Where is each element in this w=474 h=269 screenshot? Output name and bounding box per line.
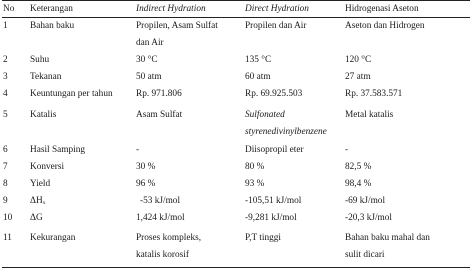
row-1-hidrogenasi: Aseton dan Hidrogen: [345, 21, 425, 31]
row-6-indirect: -: [136, 145, 140, 155]
table-top-rule: [2, 0, 470, 1]
row-3-no: 3: [3, 72, 8, 82]
row-6-keterangan: Hasil Samping: [30, 145, 86, 155]
row-3-indirect: 50 atm: [136, 72, 162, 82]
row-5-no: 5: [3, 110, 8, 120]
row-10-direct: -9,281 kJ/mol: [245, 213, 297, 223]
row-7-keterangan: Konversi: [30, 162, 65, 172]
row-5-keterangan: Katalis: [30, 110, 57, 120]
row-3-hidrogenasi: 27 atm: [345, 72, 371, 82]
row-9-indirect: -53 kJ/mol: [140, 196, 181, 206]
row-11-direct: P,T tinggi: [245, 233, 281, 243]
row-4-keterangan: Keuntungan per tahun: [30, 89, 113, 99]
row-11-hidrogenasi: Bahan baku mahal dan: [345, 233, 430, 243]
row-7-indirect: 30 %: [136, 162, 156, 172]
row-3-direct: 60 atm: [245, 72, 271, 82]
row-6-no: 6: [3, 145, 8, 155]
row-2-keterangan: Suhu: [30, 55, 50, 65]
row-7-hidrogenasi: 82,5 %: [345, 162, 372, 172]
row-5-direct-cont: styrenedivinylbenzene: [245, 127, 327, 137]
row-4-hidrogenasi: Rp. 37.583.571: [345, 89, 403, 99]
header-hidrogenasi-aseton: Hidrogenasi Aseton: [345, 4, 419, 14]
header-no: No: [3, 4, 15, 14]
row-7-direct: 80 %: [245, 162, 265, 172]
row-1-no: 1: [3, 21, 8, 31]
row-1-indirect-cont: dan Air: [136, 38, 164, 48]
row-1-keterangan: Bahan baku: [30, 21, 75, 31]
row-11-keterangan: Kekurangan: [30, 233, 76, 243]
row-10-indirect: 1,424 kJ/mol: [136, 213, 185, 223]
table-header-rule: [2, 17, 470, 18]
header-indirect-hydration: Indirect Hydration: [136, 4, 206, 14]
row-6-hidrogenasi: -: [345, 145, 349, 155]
row-1-direct: Propilen dan Air: [245, 21, 307, 31]
row-9-no: 9: [3, 196, 8, 206]
row-10-no: 10: [3, 213, 13, 223]
row-2-direct: 135 °C: [245, 55, 272, 65]
row-4-direct: Rp. 69.925.503: [245, 89, 303, 99]
row-11-indirect: Proses kompleks,: [136, 233, 202, 243]
row-11-no: 11: [3, 233, 12, 243]
row-2-indirect: 30 °C: [136, 55, 158, 65]
table-bottom-rule: [2, 267, 470, 268]
header-direct-hydration: Direct Hydration: [245, 4, 309, 14]
row-6-direct: Diisopropil eter: [245, 145, 304, 155]
row-2-no: 2: [3, 55, 8, 65]
row-4-indirect: Rp. 971.806: [136, 89, 182, 99]
row-3-keterangan: Tekanan: [30, 72, 62, 82]
row-4-no: 4: [3, 89, 8, 99]
row-10-keterangan: ΔG: [30, 213, 43, 223]
row-5-direct: Sulfonated: [245, 110, 285, 120]
row-2-hidrogenasi: 120 °C: [345, 55, 372, 65]
row-8-hidrogenasi: 98,4 %: [345, 179, 372, 189]
row-5-indirect: Asam Sulfat: [136, 110, 183, 120]
row-1-indirect: Propilen, Asam Sulfat: [136, 21, 218, 31]
row-9-direct: -105,51 kJ/mol: [245, 196, 302, 206]
row-8-keterangan: Yield: [30, 179, 51, 189]
row-8-indirect: 96 %: [136, 179, 156, 189]
row-11-indirect-cont: katalis korosif: [136, 250, 189, 260]
row-8-direct: 93 %: [245, 179, 265, 189]
row-5-hidrogenasi: Metal katalis: [345, 110, 394, 120]
row-8-no: 8: [3, 179, 8, 189]
row-10-hidrogenasi: -20,3 kJ/mol: [345, 213, 393, 223]
header-keterangan: Keterangan: [30, 4, 73, 14]
row-9-keterangan: ΔHₓ: [30, 196, 46, 206]
row-11-hidrogenasi-cont: sulit dicari: [345, 250, 385, 260]
row-9-hidrogenasi: -69 kJ/mol: [345, 196, 386, 206]
row-7-no: 7: [3, 162, 8, 172]
